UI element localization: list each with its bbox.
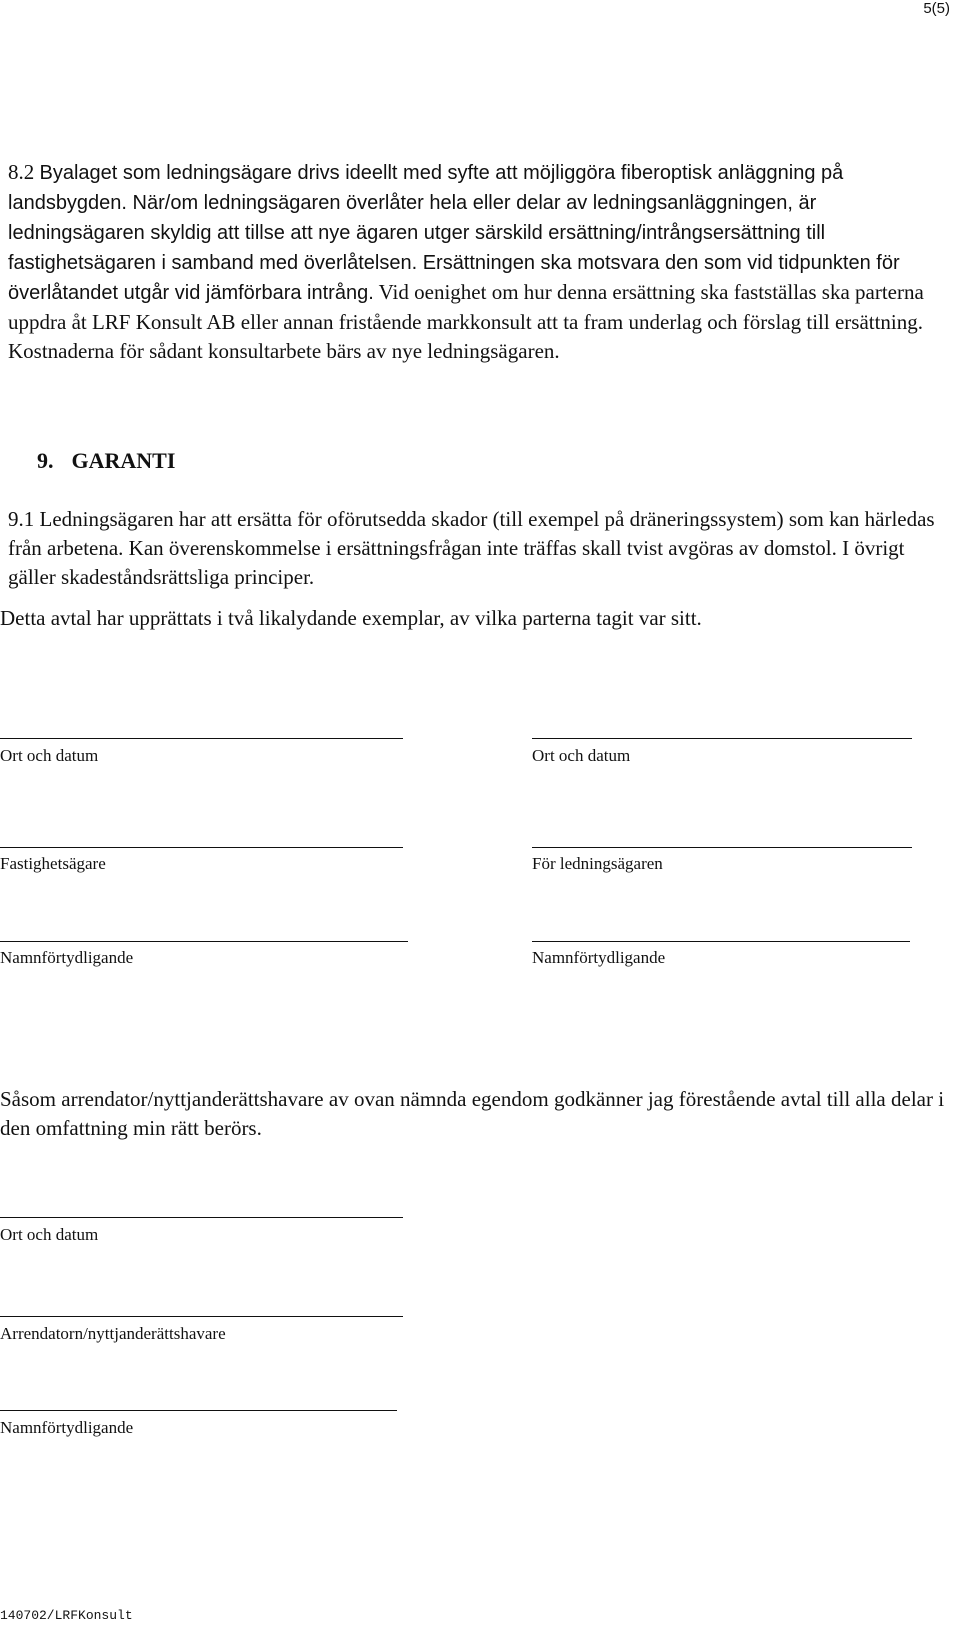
right-place-date-label: Ort och datum bbox=[532, 746, 631, 765]
signature-line bbox=[532, 847, 912, 848]
section-9-1 bbox=[8, 505, 948, 592]
section-9-1-text: Ledningsägaren har att ersätta för oförutsedda skador (till exempel på dräneringssystem) som kan härledas från arbetena. Kan överenskommelse i ersättningsfrågan inte träffas skall tvist avgöras av domstol. I övrigt gäller skadeståndsrättsliga principer. bbox=[8, 507, 935, 589]
signature-line bbox=[532, 738, 912, 739]
left-property-owner-label: Fastighetsägare bbox=[0, 854, 106, 873]
section-9-title: GARANTI bbox=[71, 448, 176, 473]
right-line-owner-label: För ledningsägaren bbox=[532, 854, 663, 873]
tenant-consent-text: Såsom arrendator/nyttjanderättshavare av ovan nämnda egendom godkänner jag förestående avtal till alla delar i den omfattning min rätt berörs. bbox=[0, 1087, 945, 1140]
signature-line bbox=[532, 941, 910, 942]
section-8-2 bbox=[8, 158, 948, 366]
signature-line bbox=[0, 941, 408, 942]
tenant-label: Arrendatorn/nyttjanderättshavare bbox=[0, 1324, 226, 1343]
tenant-place-date-label: Ort och datum bbox=[0, 1225, 99, 1244]
section-9-number: 9. bbox=[37, 448, 54, 473]
signature-line bbox=[0, 738, 403, 739]
section-8-2-number: 8.2 bbox=[8, 160, 35, 184]
signature-line bbox=[0, 1410, 397, 1411]
section-8-2-rest-text: Vid oenighet om hur denna ersättning ska fastställas ska parterna uppdra åt LRF Konsult AB eller annan fristående markkonsult att ta fram underlag och förslag till ersättning. Kostnaderna för sådant konsultarbete bärs av nye ledningsägaren. bbox=[8, 280, 924, 363]
signature-line bbox=[0, 1217, 403, 1218]
left-name-clarification-label: Namnförtydligande bbox=[0, 948, 134, 967]
page-number: 5(5) bbox=[923, 0, 950, 17]
left-place-date-label: Ort och datum bbox=[0, 746, 99, 765]
right-name-clarification-label: Namnförtydligande bbox=[532, 948, 666, 967]
section-9-1-number: 9.1 bbox=[8, 507, 35, 531]
section-8-2-lead-text: Byalaget som ledningsägare drivs ideellt med syfte att möjliggöra fiberoptisk anläggning på landsbygden. När/om ledningsägaren överlåter hela eller delar av ledningsanläggningen, är ledningsägaren skyldig att tillse att nye ägaren utger särskild ersättning/intrångsersättning till fastighetsägaren i samband med överlåtelsen. Ersättningen ska motsvara den som vid tidpunkten för överlåtandet utgår vid jämförbara intrång. bbox=[8, 162, 900, 304]
document-footer: 140702/LRFKonsult bbox=[0, 1608, 133, 1623]
signature-line bbox=[0, 1316, 403, 1317]
section-9-heading bbox=[37, 448, 175, 474]
signature-line bbox=[0, 847, 403, 848]
tenant-name-clarification-label: Namnförtydligande bbox=[0, 1418, 134, 1437]
closing-statement: Detta avtal har upprättats i två likalydande exemplar, av vilka parterna tagit var sitt. bbox=[0, 606, 702, 630]
